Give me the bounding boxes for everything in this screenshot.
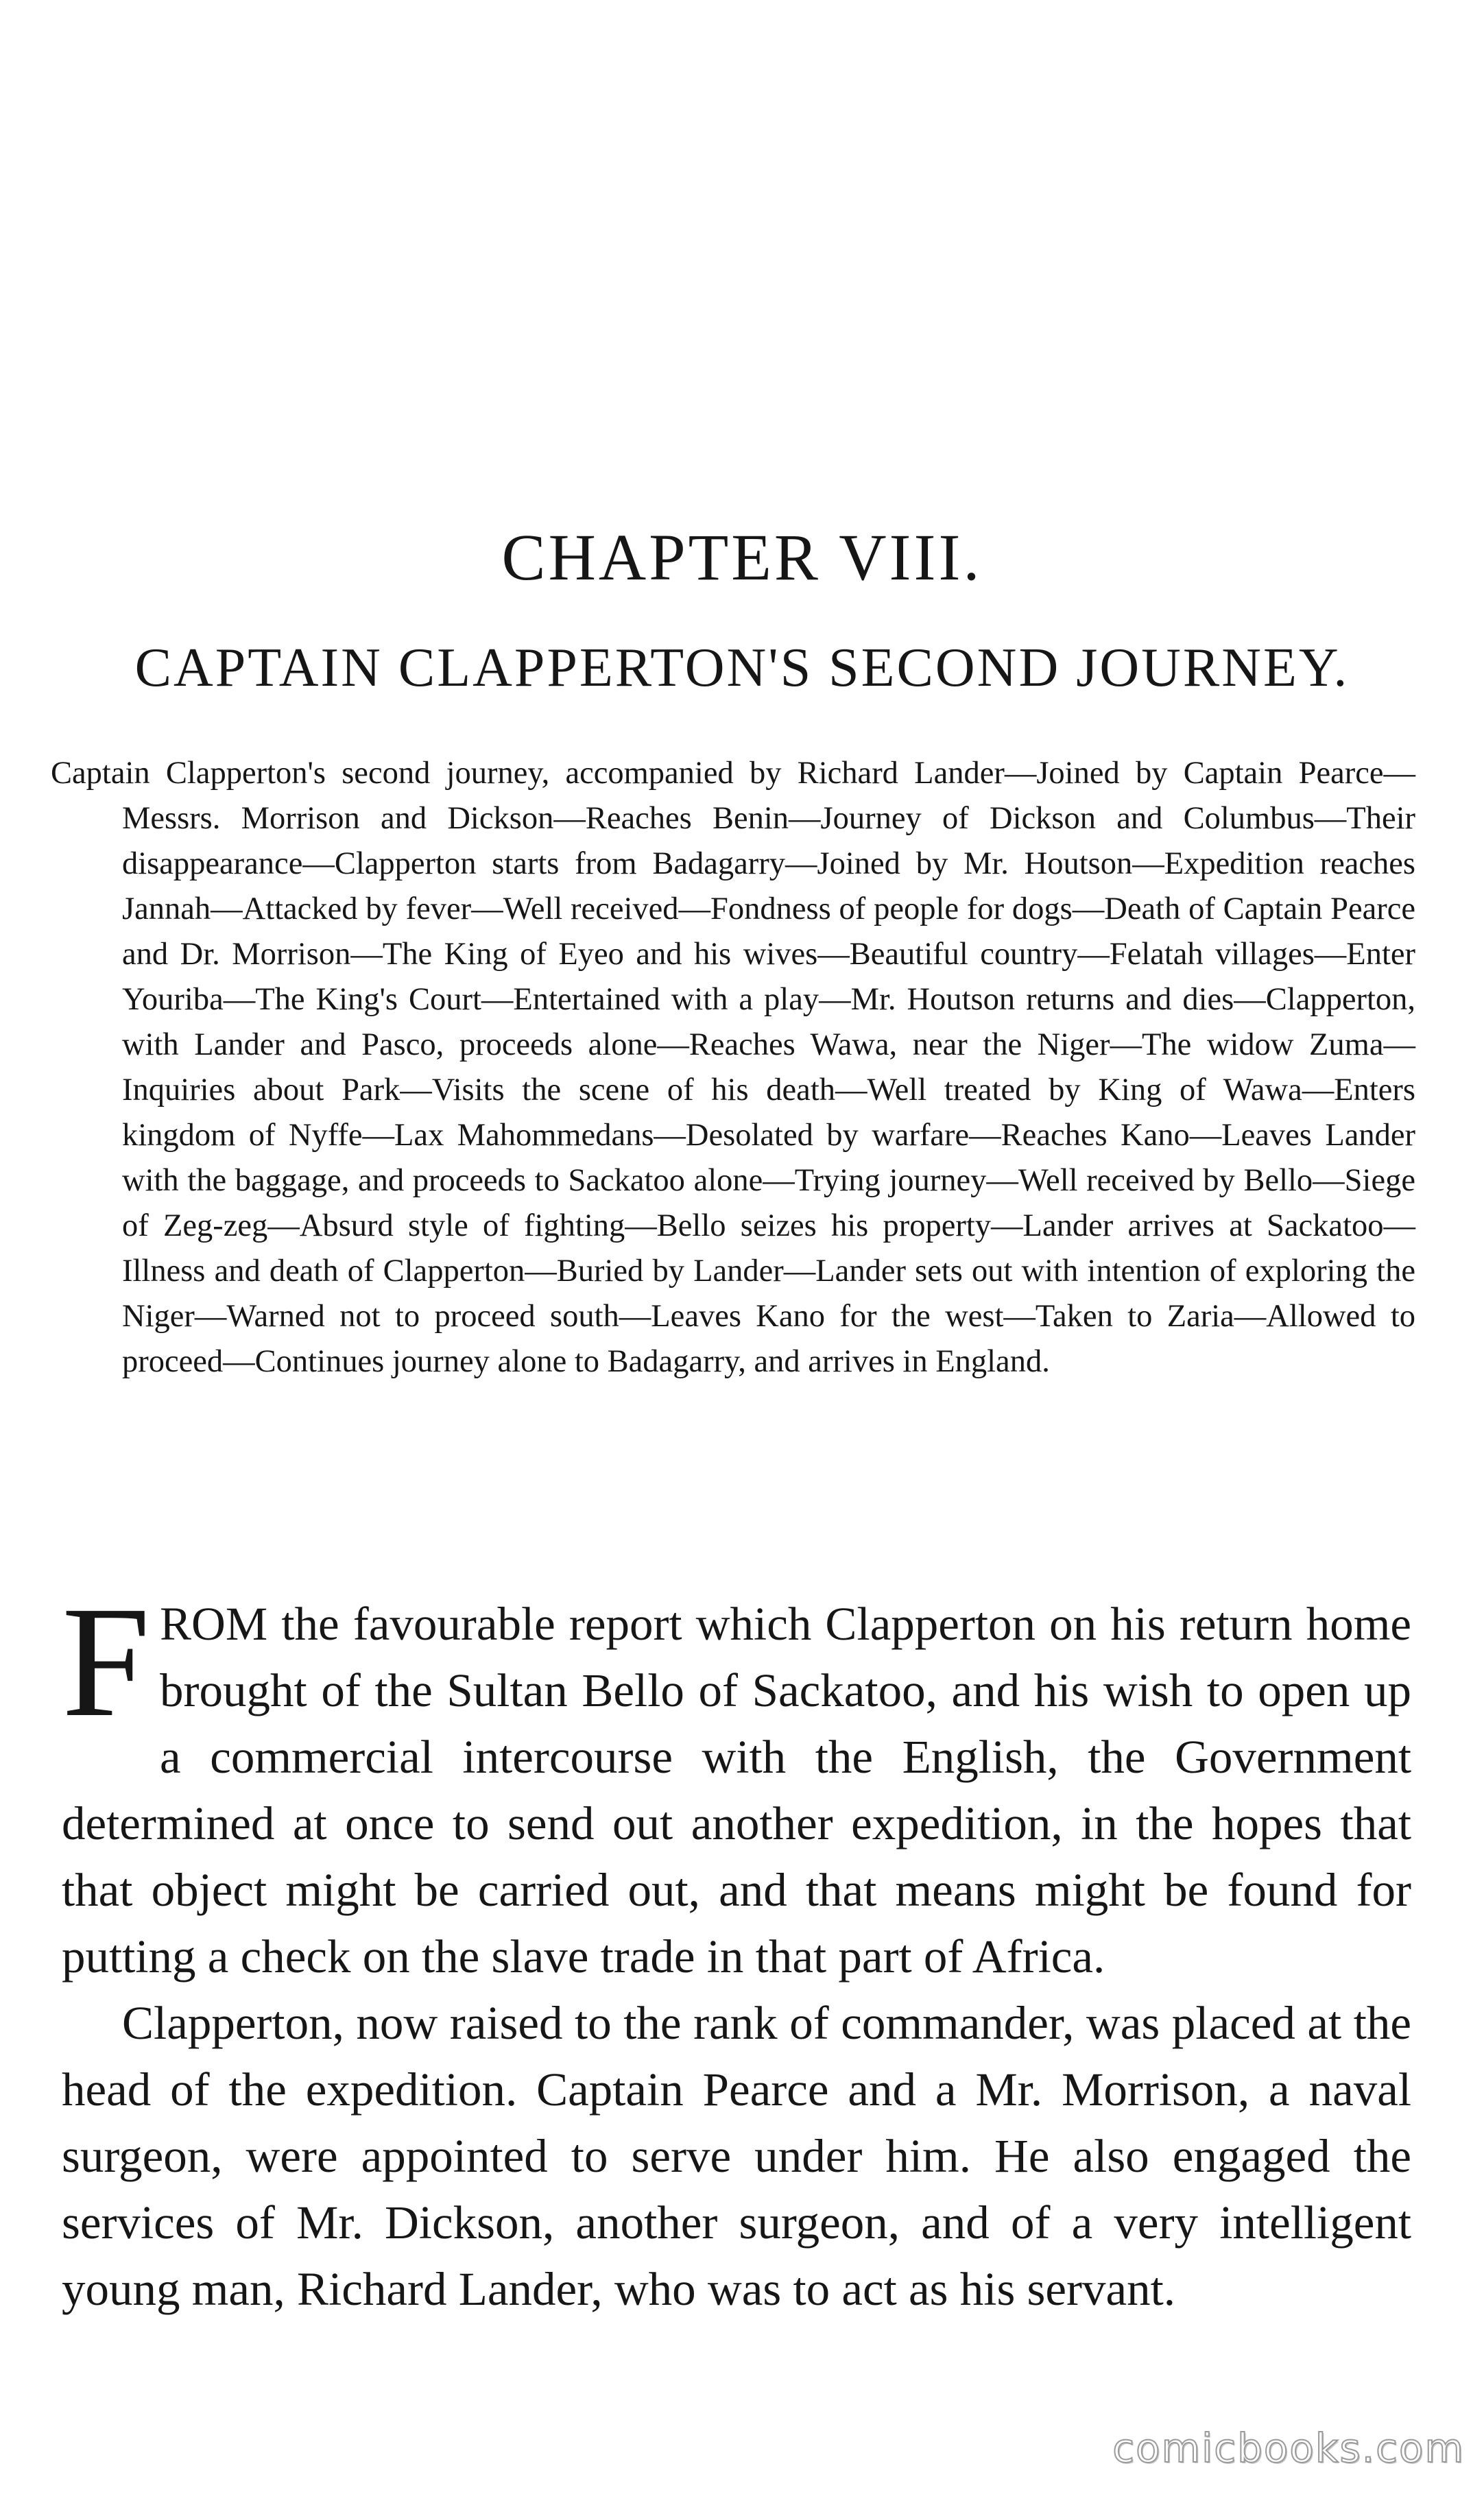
chapter-number: CHAPTER VIII. bbox=[501, 520, 983, 594]
body-text bbox=[62, 1574, 1411, 2323]
watermark-logo: comicbooks.com bbox=[1112, 2425, 1465, 2471]
paragraph-1 bbox=[62, 1574, 1411, 1990]
paragraph-2: Clapperton, now raised to the rank of commander, was placed at the head of the expedition. Captain Pearce and a Mr. Morrison, a naval surgeon, were appointed to serve under him. He also engaged the services of Mr. Dickson, another surgeon, and of a very intelligent young man, Richard Lander, who was to act as his servant. bbox=[62, 1997, 1411, 2315]
chapter-title: CAPTAIN CLAPPERTON'S SECOND JOURNEY. bbox=[134, 638, 1350, 698]
chapter-synopsis: Captain Clapperton's second journey, accompanied by Richard Lander—Joined by Captain Pearce—Messrs. Morrison and Dickson—Reaches Benin—Journey of Dickson and Columbus—Their disappearance—Clapperton starts from Badagarry—Joined by Mr. Houtson—Expedition reaches Jannah—Attacked by fever—Well received—Fondness of people for dogs—Death of Captain Pearce and Dr. Morrison—The King of Eyeo and his wives—Beautiful country—Felatah villages—Enter Youriba—The King's Court—Entertained with a play—Mr. Houtson returns and dies—Clapperton, with Lander and Pasco, proceeds alone—Reaches Wawa, near the Niger—The widow Zuma—Inquiries about Park—Visits the scene of his death—Well treated by King of Wawa—Enters kingdom of Nyffe—Lax Mahommedans—Desolated by warfare—Reaches Kano—Leaves Lander with the baggage, and proceeds to Sackatoo alone—Trying journey—Well received by Bello—Siege of Zeg-zeg—Absurd style of fighting—Bello seizes his property—Lander arrives at Sackatoo—Illness and death of Clapperton—Buried by Lander—Lander sets out with intention of exploring the Niger—Warned not to proceed south—Leaves Kano for the west—Taken to Zaria—Allowed to proceed—Continues journey alone to Badagarry, and arrives in England. bbox=[51, 756, 1415, 1379]
paragraph-1-text: ROM the favourable report which Clapperton on his return home brought of the Sultan Bello of Sackatoo, and his wish to open up a commercial intercourse with the English, the Government determined at once to send out another expedition, in the hopes that that object might be carried out, and that means might be found for putting a check on the slave trade in that part of Africa. bbox=[62, 1598, 1411, 1983]
drop-cap: F bbox=[62, 1574, 151, 1750]
